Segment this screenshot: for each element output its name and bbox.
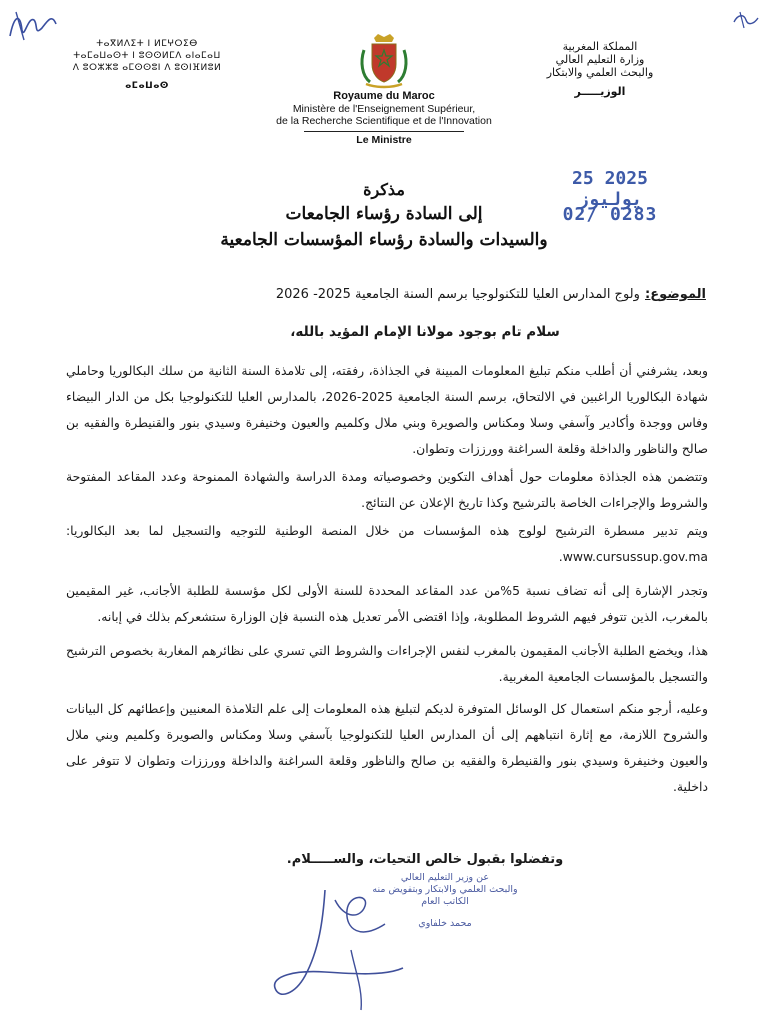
subject-text: ولوج المدارس العليا للتكنولوجيا برسم السنة الجامعية 2025- 2026 (275, 287, 640, 302)
handwritten-annotation-right (730, 8, 762, 32)
closing: وتفضلوا بقبول خالص التحيات، والســـــلام. (286, 852, 564, 867)
ministry-line-2: de la Recherche Scientifique et de l'Innovation (276, 115, 492, 127)
body-text (66, 358, 708, 800)
paragraph: ويتم تدبير مسطرة الترشيح لولوج هذه المؤسسات من خلال المنصة الوطنية للتوجيه والتسجيل لما بعد البكالوريا: www.cursussup.gov.ma. (66, 523, 708, 564)
header-french (234, 90, 534, 146)
royal-crest-icon (356, 32, 412, 90)
paragraph: وتتضمن هذه الجذاذة معلومات حول أهداف التكوين وخصوصياته ومدة الدراسة والشهادة الممنوحة وعدد المقاعد المفتوحة والشروط والإجراءات الخاصة بالترشيح وكذا تاريخ الإعلان عن النتائج. (66, 469, 708, 510)
paragraph: هذا، ويخضع الطلبة الأجانب المقيمون بالمغرب لنفس الإجراءات والشروط التي تسري على نظائرهم المغاربة بخصوص الترشيح والتسجيل بالمؤسسات الجامعية المغربية. (66, 643, 708, 684)
arabic-header-line: وزارة التعليم العالي (555, 53, 645, 66)
signature-line: والبحث العلمي والابتكار وبتفويض منه (372, 884, 518, 895)
tifinagh-line: ⴷ ⵓⵔⵣⵣⵓ ⴰⵎⵙⵙⵓⵏ ⴷ ⵓⵙⵏⴼⵍⵓⵍ (72, 63, 222, 73)
handwritten-signature (265, 880, 415, 1020)
arabic-header-line: الوزيـــــر (574, 85, 626, 98)
paragraph: وبعد، يشرفني أن أطلب منكم تبليغ المعلومات المبينة في الجذاذة، رفقته، إلى تلامذة السنة الثانية من سلك البكالوريا وحاملي شهادة البكالوريا الراغبين في الالتحاق، برسم السنة الجامعية 2025-2026، بالمدارس العليا للتكنولوجيا بكل من الدار البيضاء وفاس ووجدة وأكادير وآسفي وسلا ومكناس والصويرة وبني ملال وكلميم والعيون وخنيفرة وسيدي بنور والقنيطرة والفقيه بن صالح والناظور والداخلة وقلعة السراغنة وورززات وتطوان. (66, 363, 708, 456)
header-divider (304, 131, 464, 132)
signature-name: محمد خلفاوي (418, 918, 472, 929)
paragraph: وعليه، أرجو منكم استعمال كل الوسائل المتوفرة لديكم لتبليغ هذه المعلومات إلى علم التلامذة المعنيين وإعطائهم كل البيانات والشروح اللازمة، مع إثارة انتباههم إلى أن المدارس العليا للتكنولوجيا بآسفي وسلا ومكناس والصويرة وكلميم وبني ملال والعيون وخنيفرة وسيدي بنور والقنيطرة والفقيه بن صالح والناظور وقلعة السراغنة والداخلة وورززات وتطوان لا تتوفر على داخلية. (66, 701, 708, 794)
tifinagh-line: ⵜⴰⵎⴰⵡⴰⵙⵜ ⵏ ⵓⵙⵙⵍⵎⴷ ⴰⵏⴰⵎⴰⵡ (73, 51, 221, 61)
greeting: سلام تام بوجود مولانا الإمام المؤيد بالله، (290, 324, 560, 340)
arabic-header-line: المملكة المغربية (562, 40, 638, 53)
header-tifinagh (52, 38, 242, 92)
subject-line (100, 283, 706, 302)
signature-line: الكاتب العام (421, 896, 469, 907)
header-arabic (530, 40, 670, 98)
paragraph: وتجدر الإشارة إلى أنه تضاف نسبة 5%من عدد المقاعد المحددة للسنة الأولى لكل مؤسسة للطلبة الأجانب، غير المقيمين بالمغرب، الذين تتوفر فيهم الشروط المطلوبة، وإذا اقتضى الأمر تعديل هذه النسبة فإن الوزارة ستشعركم بذلك في إبانه. (66, 583, 709, 624)
tifinagh-line: ⴰⵎⴰⵡⴰⵙ (125, 81, 169, 91)
ministry-line-1: Ministère de l'Enseignement Supérieur, (292, 103, 476, 115)
tifinagh-line: ⵜⴰⴳⵍⴷⵉⵜ ⵏ ⵍⵎⵖⵔⵉⴱ (96, 39, 198, 49)
memo-recipient-line-1: إلى السادة رؤساء الجامعات (285, 204, 483, 224)
memo-title: مذكرة (363, 180, 405, 199)
minister-label: Le Ministre (356, 134, 412, 146)
stamp-reference: 02/ 0283 (562, 204, 658, 225)
subject-label: الموضوع: (645, 287, 706, 302)
kingdom-label: Royaume du Maroc (333, 90, 435, 102)
memo-recipient-line-2: والسيدات والسادة رؤساء المؤسسات الجامعية (220, 230, 548, 250)
stamp-date: 2025 25 يوليوز (572, 168, 648, 210)
arabic-header-line: والبحث العلمي والابتكار (546, 66, 654, 79)
signature-line: عن وزير التعليم العالي (400, 872, 490, 883)
